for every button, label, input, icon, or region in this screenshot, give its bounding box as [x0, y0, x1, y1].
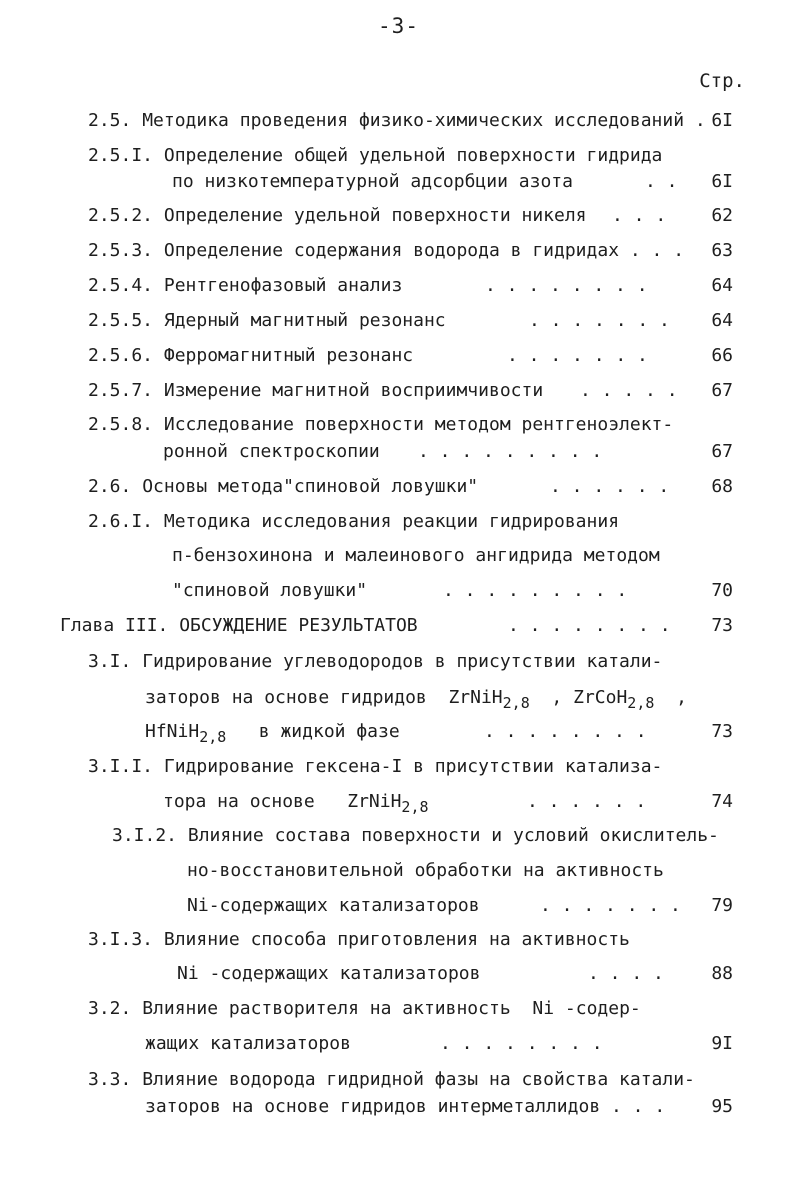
toc-page-number: 95 [711, 1096, 733, 1117]
toc-title: Основы метода"спиновой ловушки" [142, 476, 479, 497]
toc-number: 3.I.3. [88, 929, 154, 950]
toc-number: 2.5.3. [88, 240, 154, 261]
toc-number: 2.5.8. [88, 414, 154, 435]
toc-entry-continuation: заторов на основе гидридов ZrNiH$_{2,8}$ , ZrCoH$_{2,8}$ , [145, 687, 687, 712]
toc-page-number: 70 [711, 580, 733, 601]
toc-page-number: 64 [711, 275, 733, 296]
formula-hfnih: HfNiH$_{2,8}$ [145, 721, 227, 746]
toc-page-number: 6I [711, 171, 733, 192]
toc-page-number: 67 [711, 441, 733, 462]
formula-separator: , [551, 687, 563, 708]
leader-dots: . . . . . . . . [485, 275, 648, 296]
toc-number: 3.3. [88, 1069, 132, 1090]
toc-number: 3.I.2. [112, 825, 178, 846]
toc-page-number: 64 [711, 310, 733, 331]
page-number-header: -3- [378, 14, 419, 38]
toc-page-number: 73 [711, 615, 733, 636]
toc-entry-2-5-5 [88, 307, 446, 335]
chapter-title: ОБСУЖДЕНИЕ РЕЗУЛЬТАТОВ [179, 615, 418, 636]
toc-number: 2.5. [88, 110, 132, 131]
toc-title: Определение общей удельной поверхности гидрида [163, 145, 663, 166]
toc-title: Определение содержания водорода в гидридах . . . [163, 240, 685, 261]
formula-separator: , [676, 687, 687, 708]
leader-dots: . . . . [588, 963, 664, 984]
toc-entry-continuation: заторов на основе гидридов интерметаллидов . . . [145, 1096, 666, 1117]
toc-entry-2-5-1 [88, 142, 662, 170]
toc-title: Гидрирование гексена-I в присутствии катализа- [163, 756, 663, 777]
toc-page-number: 73 [711, 721, 733, 742]
toc-page-number: 6I [711, 110, 733, 131]
toc-number: 2.5.5. [88, 310, 154, 331]
leader-dots: . . . . . . . . . [443, 580, 628, 601]
formula-ni: Ni [187, 895, 209, 916]
chapter-number: Глава III. [60, 615, 169, 636]
toc-entry-continuation: Ni -содержащих катализаторов [177, 963, 481, 984]
toc-entry-2-5-6 [88, 342, 413, 370]
leader-dots: . . . . . . . [529, 310, 670, 331]
toc-entry-continuation: "спиновой ловушки" [172, 580, 368, 601]
toc-entry-2-6 [88, 473, 478, 501]
toc-page-number: 63 [711, 240, 733, 261]
toc-page-number: 66 [711, 345, 733, 366]
toc-entry-continuation: но-восстановительной обработки на активность [187, 860, 664, 881]
toc-title: Ферромагнитный резонанс [163, 345, 414, 366]
toc-number: 2.5.4. [88, 275, 154, 296]
formula-zrcoh: ZrCoH$_{2,8}$ [573, 687, 655, 712]
toc-entry-3-3 [88, 1066, 695, 1094]
toc-page-number: 67 [711, 380, 733, 401]
toc-number: 3.I.I. [88, 756, 154, 777]
toc-page-number: 68 [711, 476, 733, 497]
formula-ni: Ni [177, 963, 199, 984]
leader-dots: . . . . . [580, 380, 678, 401]
toc-number: 2.5.7. [88, 380, 154, 401]
formula-ni: Ni [532, 998, 555, 1019]
toc-entry-continuation: жащих катализаторов [145, 1033, 351, 1054]
toc-title: Измерение магнитной восприимчивости [163, 380, 544, 401]
toc-number: 2.6.I. [88, 511, 154, 532]
leader-dots: . . . . . . . [540, 895, 681, 916]
toc-entry-continuation: HfNiH$_{2,8}$ в жидкой фазе [145, 721, 400, 746]
toc-entry-3-1 [88, 648, 662, 676]
toc-entry-2-5-7 [88, 377, 543, 405]
toc-title: Методика исследования реакции гидрирования [163, 511, 620, 532]
toc-entry-2-5-3 [88, 237, 684, 265]
toc-title: Влияние растворителя на активность [142, 998, 511, 1019]
toc-number: 2.5.I. [88, 145, 154, 166]
toc-page-number: 9I [711, 1033, 733, 1054]
toc-number: 3.2. [88, 998, 132, 1019]
formula-zrnih: ZrNiH$_{2,8}$ [448, 687, 530, 712]
toc-entry-2-5 [88, 107, 706, 135]
leader-dots: . . . . . . . . . [418, 441, 603, 462]
toc-entry-3-1-2 [112, 822, 719, 850]
toc-entry-2-6-1 [88, 508, 619, 536]
toc-number: 2.5.2. [88, 205, 154, 226]
toc-number: 2.5.6. [88, 345, 154, 366]
toc-title: Определение удельной поверхности никеля [163, 205, 587, 226]
toc-chapter-3 [60, 612, 418, 640]
toc-page-number: 88 [711, 963, 733, 984]
toc-number: 2.6. [88, 476, 132, 497]
leader-dots: . . . . . . . . [508, 615, 671, 636]
toc-page-number: 79 [711, 895, 733, 916]
leader-dots: . . . . . . [550, 476, 670, 497]
formula-zrnih: ZrNiH$_{2,8}$ [347, 791, 429, 816]
leader-dots: . . . . . . [527, 791, 647, 812]
leader-dots: . . . [612, 205, 667, 226]
leader-dots: . . . . . . . . [484, 721, 647, 742]
toc-entry-3-2: 3.2. Влияние растворителя на активность Ni -содер- [88, 998, 641, 1019]
toc-entry-2-5-2 [88, 202, 587, 230]
toc-title: Методика проведения физико-химических исследований . [142, 110, 706, 131]
toc-number: 3.I. [88, 651, 132, 672]
page-column-label: Стр. [699, 70, 745, 92]
leader-dots: . . . . . . . . [440, 1033, 603, 1054]
leader-dots: . . . . . . . [507, 345, 648, 366]
toc-title: Влияние способа приготовления на активность [163, 929, 630, 950]
toc-title: Влияние состава поверхности и условий окислитель- [187, 825, 719, 846]
toc-entry-continuation: п-бензохинона и малеинового ангидрида методом [172, 545, 660, 566]
toc-entry-continuation: Ni-содержащих катализаторов [187, 895, 480, 916]
toc-page-number: 62 [711, 205, 733, 226]
toc-entry-3-1-3 [88, 926, 630, 954]
toc-entry-continuation: по низкотемпературной адсорбции азота [172, 171, 573, 192]
toc-entry-continuation: тора на основе ZrNiH$_{2,8}$ [163, 791, 429, 816]
toc-entry-3-1-1 [88, 753, 662, 781]
toc-title: Рентгенофазовый анализ [163, 275, 403, 296]
toc-title: Ядерный магнитный резонанс [163, 310, 446, 331]
toc-page-number: 74 [711, 791, 733, 812]
toc-title: Влияние водорода гидридной фазы на свойства катали- [142, 1069, 695, 1090]
toc-title: Исследование поверхности методом рентгеноэлект- [163, 414, 674, 435]
toc-title: Гидрирование углеводородов в присутствии катали- [142, 651, 663, 672]
toc-entry-2-5-4 [88, 272, 402, 300]
leader-dots: . . [645, 171, 678, 192]
toc-entry-continuation: ронной спектроскопии [163, 441, 380, 462]
toc-entry-2-5-8 [88, 411, 673, 439]
